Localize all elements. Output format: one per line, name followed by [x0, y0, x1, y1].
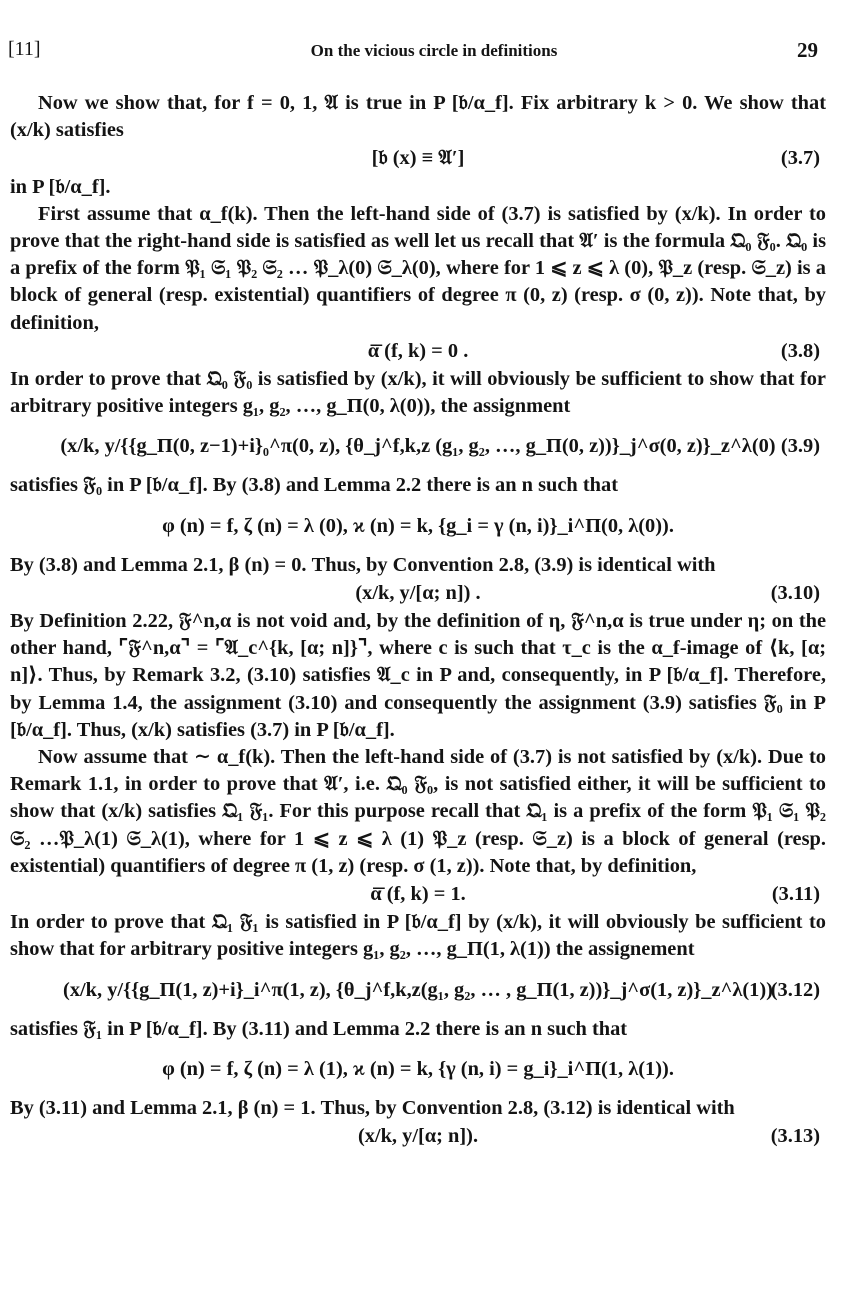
equation-phi-1 — [10, 1049, 826, 1089]
paragraph: Now we show that, for f = 0, 1, 𝔄 is true in P [𝔟/α_f]. Fix arbitrary k > 0. We show that (x/k) satisfies — [10, 92, 826, 142]
equation-expression: [𝔟 (x) ≡ 𝔄′] — [371, 147, 465, 170]
equation-number: (3.10) — [770, 581, 820, 604]
page-body — [10, 90, 826, 1151]
equation-expression: φ (n) = f, ζ (n) = λ (0), ϰ (n) = k, {g_i = γ (n, i)}_i^Π(0, λ(0)). — [162, 514, 674, 537]
paragraph: By (3.11) and Lemma 2.1, β (n) = 1. Thus, by Convention 2.8, (3.12) is identical with — [10, 1096, 735, 1119]
paragraph: In order to prove that 𝔔₁ 𝔉₁ is satisfied in P [𝔟/α_f] by (x/k), it will obviously be sufficient to show that for arbitrary positive integers g₁, g₂, …, g_Π(1, λ(1)) the assignement — [10, 911, 826, 961]
equation-3-11 — [10, 881, 826, 908]
equation-number: (3.7) — [780, 147, 820, 170]
equation-expression: ᾱ̄ (f, k) = 1. — [370, 883, 466, 906]
equation-3-7 — [10, 145, 826, 172]
equation-phi-0 — [10, 506, 826, 546]
paragraph: Now assume that ∼ α_f(k). Then the left-hand side of (3.7) is not satisfied by (x/k). Due to Remark 1.1, in order to prove that 𝔄′, i.e. 𝔔₀ 𝔉₀, is not satisfied either, it will be sufficient to show that (x/k) satisfies 𝔔₁ 𝔉₁. For this purpose recall that 𝔔₁ is a prefix of the form 𝔓₁ 𝔖₁ 𝔓₂ 𝔖₂ …𝔓_λ(1) 𝔖_λ(1), where for 1 ⩽ z ⩽ λ (1) 𝔓_z (resp. 𝔖_z) is a block of general (resp. existential) quantifiers of degree π (1, z) (resp. σ (1, z)). Note that, by definition, — [10, 746, 826, 877]
equation-3-12 — [10, 970, 826, 1010]
paragraph: First assume that α_f(k). Then the left-hand side of (3.7) is satisfied by (x/k). In order to prove that the right-hand side is satisfied as well let us recall that 𝔄′ is the formula 𝔔₀ 𝔉₀. 𝔔₀ is a prefix of the form 𝔓₁ 𝔖₁ 𝔓₂ 𝔖₂ … 𝔓_λ(0) 𝔖_λ(0), where for 1 ⩽ z ⩽ λ (0), 𝔓_z (resp. 𝔖_z) is a block of general (resp. existential) quantifiers of degree π (0, z) (resp. σ (0, z)). Note that, by definition, — [10, 202, 826, 334]
paragraph: In order to prove that 𝔔₀ 𝔉₀ is satisfied by (x/k), it will obviously be sufficient to show that for arbitrary positive integers g₁, g₂, …, g_Π(0, λ(0)), the assignment — [10, 368, 826, 418]
equation-expression: (x/k, y/{{g_Π(1, z)+i}_i^π(1, z), {θ_j^f,k,z(g₁, g₂, … , g_Π(1, z))}_j^σ(1, z)}_z^λ(1)) — [63, 978, 773, 1001]
equation-number: (3.9) — [780, 435, 820, 458]
equation-3-9 — [10, 426, 826, 466]
page-number: 29 — [797, 38, 818, 62]
paragraph: By (3.8) and Lemma 2.1, β (n) = 0. Thus, by Convention 2.8, (3.9) is identical with — [10, 553, 716, 576]
equation-expression: (x/k, y/{{g_Π(0, z−1)+i}₀^π(0, z), {θ_j^f,k,z (g₁, g₂, …, g_Π(0, z))}_j^σ(0, z)}_z^λ(0) — [60, 435, 776, 458]
equation-expression: φ (n) = f, ζ (n) = λ (1), ϰ (n) = k, {γ (n, i) = g_i}_i^Π(1, λ(1)). — [162, 1057, 674, 1080]
equation-expression: (x/k, y/[α; n]) . — [355, 581, 481, 604]
paragraph: satisfies 𝔉₁ in P [𝔟/α_f]. By (3.11) and Lemma 2.2 there is an n such that — [10, 1017, 628, 1040]
equation-number: (3.8) — [780, 339, 820, 362]
paragraph: satisfies 𝔉₀ in P [𝔟/α_f]. By (3.8) and Lemma 2.2 there is an n such that — [10, 474, 618, 497]
paragraph: By Definition 2.22, 𝔉^n,α is not void and, by the definition of η, 𝔉^n,α is true under η; on the other hand, ⌜𝔉^n,α⌝ = ⌜𝔄_c^{k, [α; n]}⌝, where c is such that τ_c is the α_f-image of ⟨k, [α; n]⟩. Thus, by Remark 3.2, (3.10) satisfies 𝔄_c in P and, consequently, in P [𝔟/α_f]. Therefore, by Lemma 1.4, the assignment (3.10) and consequently the assignment (3.9) satisfies 𝔉₀ in P [𝔟/α_f]. Thus, (x/k) satisfies (3.7) in P [𝔟/α_f]. — [10, 610, 826, 741]
section-reference: [11] — [8, 38, 41, 60]
running-title: On the vicious circle in definitions — [310, 41, 558, 60]
paragraph: in P [𝔟/α_f]. — [10, 175, 111, 198]
equation-number: (3.12) — [770, 978, 820, 1001]
equation-3-8 — [10, 338, 826, 365]
equation-3-10 — [10, 580, 826, 607]
equation-expression: ᾱ̄ (f, k) = 0 . — [367, 339, 469, 362]
equation-number: (3.13) — [770, 1125, 820, 1148]
equation-number: (3.11) — [771, 883, 820, 906]
equation-3-13 — [10, 1123, 826, 1150]
equation-expression: (x/k, y/[α; n]). — [357, 1125, 479, 1148]
